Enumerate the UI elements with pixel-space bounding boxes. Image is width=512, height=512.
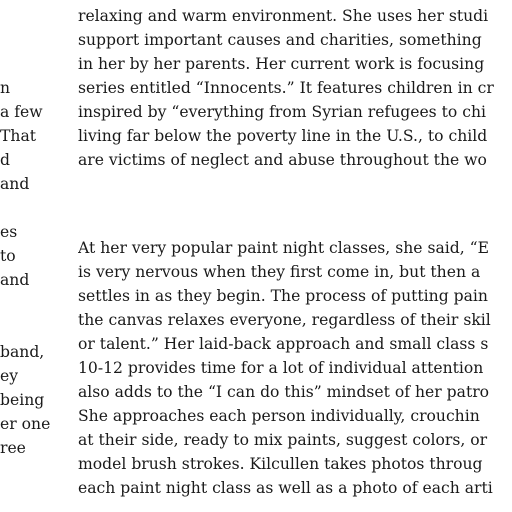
left-column-line: d	[0, 151, 10, 169]
left-column-line: being	[0, 391, 45, 409]
left-column-line: band,	[0, 343, 45, 361]
left-column-line: and	[0, 271, 30, 289]
paragraph-line: At her very popular paint night classes, she said, “E	[78, 239, 489, 257]
paragraph-line: series entitled “Innocents.” It features children in cr	[78, 79, 494, 97]
left-column-line: er one	[0, 415, 51, 433]
paragraph-line: also adds to the “I can do this” mindset of her patro	[78, 383, 490, 401]
left-column-line: a few	[0, 103, 43, 121]
left-column-line: ey	[0, 367, 19, 385]
paragraph-line: inspired by “everything from Syrian refugees to chi	[78, 103, 487, 121]
paragraph-line: or talent.” Her laid-back approach and small class s	[78, 335, 489, 353]
paragraph-line: 10-12 provides time for a lot of individual attention	[78, 359, 484, 377]
paragraph-line: each paint night class as well as a photo of each arti	[78, 479, 493, 497]
left-column-line: and	[0, 175, 30, 193]
paragraph-line: model brush strokes. Kilcullen takes photos throug	[78, 455, 483, 473]
paragraph-line: are victims of neglect and abuse throughout the wo	[78, 151, 487, 169]
right-column	[78, 0, 512, 512]
left-column-line: That	[0, 127, 37, 145]
paragraph-line: support important causes and charities, something	[78, 31, 482, 49]
left-column-line: es	[0, 223, 18, 241]
left-column-line: to	[0, 247, 16, 265]
left-column-line: n	[0, 79, 11, 97]
paragraph-line: relaxing and warm environment. She uses her studi	[78, 7, 489, 25]
paragraph-line: is very nervous when they first come in, but then a	[78, 263, 481, 281]
left-column	[0, 0, 80, 512]
paragraph-line: at their side, ready to mix paints, suggest colors, or	[78, 431, 488, 449]
paragraph-line: She approaches each person individually, crouchin	[78, 407, 480, 425]
paragraph-line: the canvas relaxes everyone, regardless of their skil	[78, 311, 491, 329]
left-column-line: ree	[0, 439, 26, 457]
paragraph-line: settles in as they begin. The process of putting pain	[78, 287, 488, 305]
paragraph-line: living far below the poverty line in the U.S., to child	[78, 127, 488, 145]
paragraph-line: in her by her parents. Her current work is focusing	[78, 55, 485, 73]
